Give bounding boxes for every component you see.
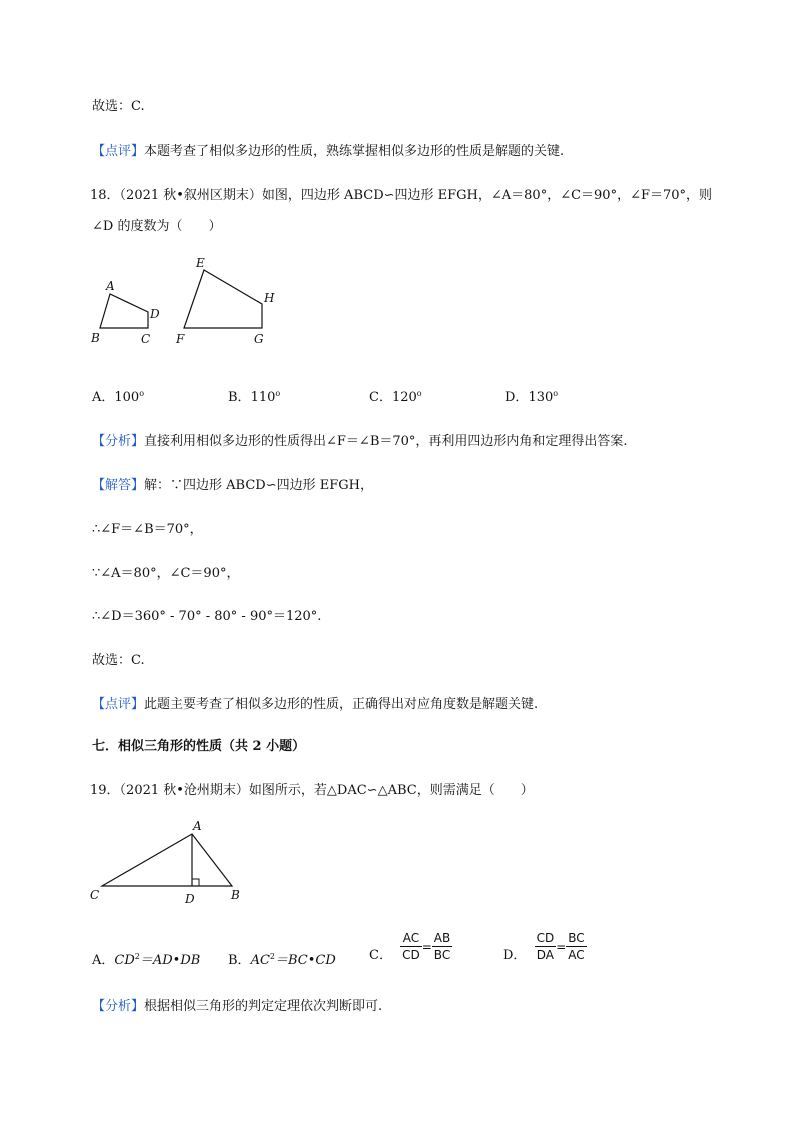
quad-abcd: [100, 294, 148, 328]
label-d: D: [185, 892, 195, 906]
right-angle-mark: [192, 879, 199, 886]
q19-figure-triangle: [88, 818, 258, 908]
analysis-tag: 【分析】: [92, 434, 145, 449]
analysis-text: 直接利用相似多边形的性质得出∠F＝∠B＝70°，再利用四边形内角和定理得出答案.: [144, 434, 628, 449]
comment-tag: 【点评】: [92, 144, 145, 159]
q19-option-a[interactable]: A．$CD^2=AD•DB$: [92, 952, 201, 968]
label-f: F: [176, 332, 185, 346]
q18-answer: [92, 477, 373, 495]
label-e: E: [196, 256, 205, 270]
label-c: C: [141, 332, 151, 346]
triangle-abc: [102, 834, 232, 886]
q18-stem-line2: ∠D 的度数为（ ）: [92, 219, 222, 234]
q18-analysis: [92, 433, 628, 451]
answer-text: 解：∵四边形 ABCD∽四边形 EFGH，: [144, 478, 373, 493]
label-b: B: [231, 888, 240, 902]
q19-stem: 19．（2021 秋•沧州期末）如图所示，若△DAC∽△ABC，则需满足（ ）: [90, 783, 534, 798]
q18-stem-line1: 18．（2021 秋•叙州区期末）如图，四边形 ABCD∽四边形 EFGH，∠A＝80°，∠C＝90°，∠F＝70°，则: [90, 188, 713, 203]
q18-figure-efgh: [172, 254, 282, 349]
q18-option-d[interactable]: D．130$^o$: [505, 389, 559, 405]
quad-efgh: [184, 270, 262, 328]
label-a: A: [106, 279, 115, 293]
analysis-text: 根据相似三角形的判定定理依次判断即可.: [144, 999, 383, 1014]
q19-option-c[interactable]: C． $\frac{AC}{CD}$ = $\frac{AB}{BC}$: [369, 931, 451, 963]
label-a: A: [193, 819, 202, 833]
q19-analysis: [92, 998, 382, 1016]
label-d: D: [150, 307, 160, 321]
choice-line: 故选：C.: [92, 99, 145, 114]
label-c: C: [90, 888, 100, 902]
comment-line: [92, 143, 564, 161]
q19-option-b[interactable]: B．$AC^2=BC•CD$: [228, 952, 336, 968]
section-title: 七．相似三角形的性质（共 2 小题）: [92, 739, 306, 754]
q18-option-c[interactable]: C．120$^o$: [369, 389, 422, 405]
analysis-tag: 【分析】: [92, 999, 145, 1014]
q18-step3: ∴∠D＝360° - 70° - 80° - 90°＝120°.: [92, 609, 322, 624]
q18-figure-abcd: [88, 278, 178, 348]
q18-comment: [92, 696, 538, 714]
q18-option-a[interactable]: A．100$^o$: [92, 389, 145, 405]
label-g: G: [254, 332, 264, 346]
q18-choice-line: 故选：C.: [92, 653, 145, 668]
label-b: B: [91, 331, 100, 345]
q18-option-b[interactable]: B．110$^o$: [228, 389, 281, 405]
comment-tag: 【点评】: [92, 697, 145, 712]
q18-step2: ∵∠A＝80°，∠C＝90°，: [92, 566, 240, 581]
answer-tag: 【解答】: [92, 478, 145, 493]
q18-step1: ∴∠F＝∠B＝70°，: [92, 522, 203, 537]
label-h: H: [264, 291, 275, 305]
comment-text: 本题考查了相似多边形的性质，熟练掌握相似多边形的性质是解题的关键.: [144, 144, 565, 159]
comment-text: 此题主要考查了相似多边形的性质，正确得出对应角度数是解题关键.: [144, 697, 539, 712]
q19-option-d[interactable]: D． $\frac{CD}{DA}$ = $\frac{BC}{AC}$: [503, 931, 585, 963]
